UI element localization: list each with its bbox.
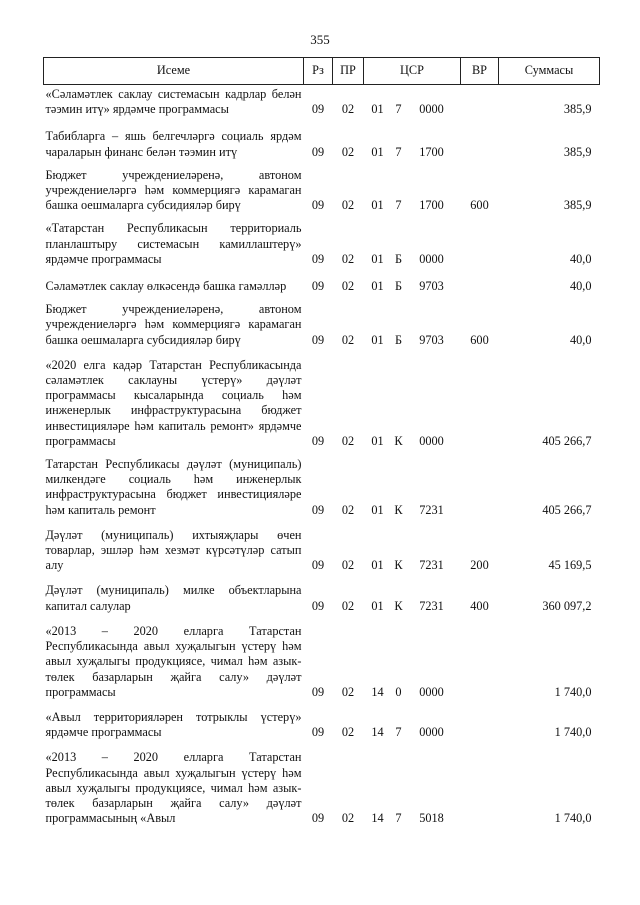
table-row [44, 744, 600, 830]
row-name: «Татарстан Республикасын территориаль планлаштыру системасын камиллаштерү» ярдәмче программасы [45, 221, 302, 266]
row-pr: 02 [341, 684, 355, 699]
row-csr-part: 1700 [419, 198, 444, 213]
row-rz: 09 [311, 725, 325, 740]
row-csr [364, 618, 461, 704]
row-vr [461, 85, 499, 122]
row-csr-part: 7231 [419, 502, 444, 517]
row-vr: 400 [470, 598, 489, 613]
row-sum: 360 097,2 [542, 598, 592, 613]
row-csr-part: 0000 [419, 725, 444, 740]
row-csr-part: 01 [371, 433, 384, 448]
table-body [44, 85, 600, 831]
row-pr: 02 [341, 725, 355, 740]
row-pr: 02 [341, 198, 355, 213]
row-pr: 02 [341, 144, 355, 159]
row-name: Татарстан Республикасы дәүләт (муниципаль) милкендәге социаль һәм инженерлык инфраструктурасына бюджет инвестицияләре һәм капиталь ремонт [45, 457, 302, 517]
row-csr-part: 1700 [419, 144, 444, 159]
row-rz: 09 [311, 811, 325, 826]
row-csr-part: 01 [371, 198, 384, 213]
row-vr: 600 [470, 198, 489, 213]
row-csr-part: 7 [395, 102, 402, 117]
table-row [44, 453, 600, 522]
row-vr [461, 704, 499, 744]
row-csr-part: 14 [371, 811, 384, 826]
row-vr [461, 217, 499, 271]
row-sum: 385,9 [563, 198, 592, 213]
row-csr [364, 271, 461, 298]
row-csr-part: 7 [395, 144, 402, 159]
row-csr-part: К [394, 558, 403, 573]
row-csr [364, 217, 461, 271]
row-name: Сәламәтлек саклау өлкәсендә башка гамәлләр [45, 279, 287, 294]
budget-table [43, 57, 600, 830]
header-csr: ЦСР [364, 58, 461, 85]
row-csr [364, 352, 461, 453]
row-csr-part: 14 [371, 725, 384, 740]
row-sum: 405 266,7 [542, 433, 592, 448]
row-csr-part: 01 [371, 279, 384, 294]
row-csr-part: Б [394, 279, 403, 294]
row-pr: 02 [341, 279, 355, 294]
row-csr-part: К [394, 433, 403, 448]
row-csr [364, 164, 461, 218]
row-sum: 385,9 [563, 102, 592, 117]
row-rz: 09 [311, 684, 325, 699]
row-csr-part: 9703 [419, 279, 444, 294]
table-row [44, 85, 600, 122]
row-csr-part: 01 [371, 332, 384, 347]
row-vr [461, 121, 499, 163]
row-name: «Авыл территорияләрен тотрыклы үстерү» ярдәмче программасы [45, 709, 302, 740]
row-sum: 1 740,0 [554, 725, 592, 740]
row-rz: 09 [311, 332, 325, 347]
row-rz: 09 [311, 598, 325, 613]
row-name: Дәүләт (муниципаль) ихтыяҗлары өчен товарлар, эшләр һәм хезмәт күрсәтүләр сатып алу [45, 527, 302, 573]
row-csr [364, 704, 461, 744]
row-csr-part: 0000 [419, 251, 444, 266]
row-csr [364, 522, 461, 578]
row-rz: 09 [311, 144, 325, 159]
row-pr: 02 [341, 433, 355, 448]
row-sum: 40,0 [569, 251, 592, 266]
row-vr [461, 744, 499, 830]
row-csr-part: 01 [371, 251, 384, 266]
table-row [44, 618, 600, 704]
row-vr [461, 271, 499, 298]
row-rz: 09 [311, 502, 325, 517]
header-vr: ВР [461, 58, 499, 85]
row-pr: 02 [341, 102, 355, 117]
row-csr-part: 0000 [419, 102, 444, 117]
row-rz: 09 [311, 433, 325, 448]
row-csr-part: Б [394, 332, 403, 347]
table-row [44, 164, 600, 218]
row-name: Дәүләт (муниципаль) милке объектларына капитал салулар [45, 583, 302, 613]
header-pr: ПР [333, 58, 364, 85]
row-csr-part: Б [394, 251, 403, 266]
row-rz: 09 [311, 198, 325, 213]
row-vr [461, 352, 499, 453]
row-name: «Сәламәтлек саклау системасын кадрлар белән тәэмин итү» ярдәмче программасы [45, 87, 302, 117]
row-csr-part: 01 [371, 102, 384, 117]
row-sum: 40,0 [569, 279, 592, 294]
row-csr-part: 7 [395, 811, 402, 826]
table-row [44, 271, 600, 298]
row-sum: 40,0 [569, 332, 592, 347]
row-rz: 09 [311, 558, 325, 573]
row-csr [364, 298, 461, 352]
table-row [44, 121, 600, 163]
row-csr [364, 121, 461, 163]
row-rz: 09 [311, 102, 325, 117]
row-csr-part: 7231 [419, 558, 444, 573]
row-csr-part: 0 [395, 684, 402, 699]
row-rz: 09 [311, 251, 325, 266]
row-pr: 02 [341, 502, 355, 517]
row-pr: 02 [341, 332, 355, 347]
table-row [44, 704, 600, 744]
row-name: «2013 – 2020 елларга Татарстан Республикасында авыл хуҗалыгын үстерү һәм авыл хуҗалыгы продукциясе, чимал һәм азык-төлек базарларын җайга салу» дәүләт программасының «Авыл [45, 750, 302, 826]
row-csr-part: 5018 [419, 811, 444, 826]
row-sum: 1 740,0 [554, 811, 592, 826]
row-sum: 1 740,0 [554, 684, 592, 699]
row-csr-part: 7 [395, 725, 402, 740]
row-csr-part: 01 [371, 502, 384, 517]
row-csr [364, 577, 461, 617]
row-sum: 385,9 [563, 144, 592, 159]
table-row [44, 352, 600, 453]
row-csr-part: 7 [395, 198, 402, 213]
row-pr: 02 [341, 811, 355, 826]
row-csr [364, 453, 461, 522]
table-row [44, 577, 600, 617]
row-pr: 02 [341, 598, 355, 613]
page-number: 355 [310, 32, 330, 47]
row-name: «2020 елга кадәр Татарстан Республикасында сәламәтлек саклауны үстерү» дәүләт программасы кысаларында социаль һәм инженерлык инфраструктурасына бюджет инвестицияләре һәм капиталь ремонт» ярдәмче программасы [45, 357, 302, 448]
row-csr-part: 7231 [419, 598, 444, 613]
row-csr-part: 0000 [419, 433, 444, 448]
row-vr: 200 [470, 558, 489, 573]
row-vr [461, 618, 499, 704]
table-row [44, 522, 600, 578]
row-csr-part: 14 [371, 684, 384, 699]
row-name: Бюджет учреждениеләренә, автоном учреждениеләргә һәм коммерциягә карамаган башка оешмаларга субсидияләр бирү [45, 167, 302, 213]
row-sum: 45 169,5 [548, 558, 592, 573]
row-csr-part: 01 [371, 598, 384, 613]
header-rz: Рз [304, 58, 333, 85]
table-header [44, 58, 600, 85]
row-csr-part: К [394, 598, 403, 613]
row-csr-part: 9703 [419, 332, 444, 347]
row-pr: 02 [341, 251, 355, 266]
header-name: Исеме [44, 58, 304, 85]
row-csr-part: К [394, 502, 403, 517]
row-rz: 09 [311, 279, 325, 294]
row-vr [461, 453, 499, 522]
row-csr-part: 01 [371, 144, 384, 159]
table-row [44, 298, 600, 352]
row-csr-part: 0000 [419, 684, 444, 699]
row-name: Бюджет учреждениеләренә, автоном учреждениеләргә һәм коммерциягә карамаган башка оешмаларга субсидияләр бирү [45, 302, 302, 347]
row-name: Табибларга – яшь белгечләргә социаль ярдәм чараларын финанс белән тәэмин итү [45, 129, 302, 159]
row-vr: 600 [470, 332, 489, 347]
header-sum: Суммасы [499, 58, 600, 85]
row-pr: 02 [341, 558, 355, 573]
row-sum: 405 266,7 [542, 502, 592, 517]
row-csr [364, 85, 461, 122]
row-csr-part: 01 [371, 558, 384, 573]
row-csr [364, 744, 461, 830]
row-name: «2013 – 2020 елларга Татарстан Республикасында авыл хуҗалыгын үстерү һәм авыл хуҗалыгы продукциясе, чимал һәм азык-төлек базарларын җайга салу» дәүләт программасы [45, 623, 302, 699]
table-row [44, 217, 600, 271]
